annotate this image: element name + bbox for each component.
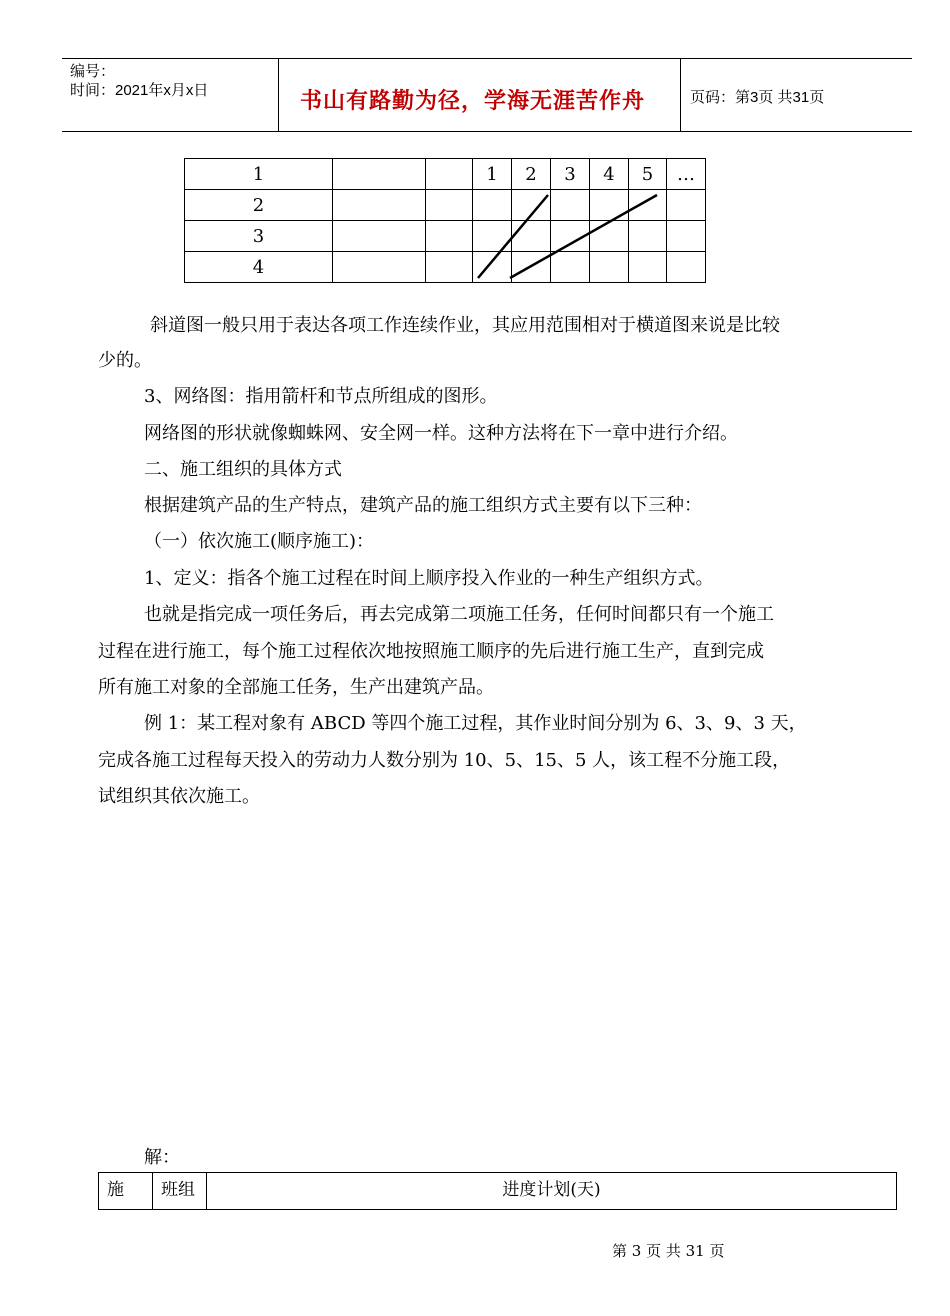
paragraph-line: 所有施工对象的全部施工任务，生产出建筑产品。 xyxy=(98,677,494,698)
table-cell xyxy=(551,221,590,252)
table-cell: 3 xyxy=(185,221,333,252)
paragraph-line: 例 1：某工程对象有 ABCD 等四个施工过程，其作业时间分别为 6、3、9、3 天， xyxy=(144,713,807,734)
header-page-info: 页码：第3页 共31页 xyxy=(690,89,825,106)
table-header-schedule: 进度计划(天) xyxy=(207,1173,897,1210)
progress-plan-table xyxy=(98,1172,897,1210)
header-divider xyxy=(680,59,681,131)
table-cell xyxy=(551,252,590,283)
table-cell: … xyxy=(667,159,706,190)
paragraph-line: 3、网络图：指用箭杆和节点所组成的图形。 xyxy=(144,386,498,407)
table-cell xyxy=(512,221,551,252)
paragraph-line: 也就是指完成一项任务后，再去完成第二项施工任务，任何时间都只有一个施工 xyxy=(144,604,774,625)
table-row xyxy=(185,221,706,252)
table-cell xyxy=(426,221,473,252)
table-cell: 5 xyxy=(629,159,667,190)
paragraph-line: 过程在进行施工，每个施工过程依次地按照施工顺序的先后进行施工生产，直到完成 xyxy=(98,641,764,662)
header-motto: 书山有路勤为径，学海无涯苦作舟 xyxy=(300,88,646,114)
table-cell xyxy=(473,190,512,221)
table-cell xyxy=(333,221,426,252)
table-cell: 1 xyxy=(473,159,512,190)
header-divider xyxy=(278,59,279,131)
table-cell xyxy=(426,252,473,283)
table-cell xyxy=(629,221,667,252)
table-row xyxy=(185,252,706,283)
table-cell: 3 xyxy=(551,159,590,190)
table-row xyxy=(185,159,706,190)
table-header-process: 施 xyxy=(99,1173,153,1210)
table-cell xyxy=(667,252,706,283)
table-cell xyxy=(551,190,590,221)
table-cell xyxy=(473,252,512,283)
section-heading: 二、施工组织的具体方式 xyxy=(144,459,342,480)
paragraph-line: 少的。 xyxy=(98,350,152,371)
paragraph-line: 试组织其依次施工。 xyxy=(98,786,260,807)
paragraph-line: 根据建筑产品的生产特点，建筑产品的施工组织方式主要有以下三种： xyxy=(144,495,702,516)
table-cell: 2 xyxy=(185,190,333,221)
table-cell: 2 xyxy=(512,159,551,190)
paragraph-line: 网络图的形状就像蜘蛛网、安全网一样。这种方法将在下一章中进行介绍。 xyxy=(144,423,738,444)
table-cell: 4 xyxy=(185,252,333,283)
table-cell xyxy=(667,221,706,252)
table-cell xyxy=(426,159,473,190)
table-cell xyxy=(333,252,426,283)
table-cell xyxy=(512,252,551,283)
paragraph-line: 1、定义：指各个施工过程在时间上顺序投入作业的一种生产组织方式。 xyxy=(144,568,714,589)
paragraph-line: 完成各施工过程每天投入的劳动力人数分别为 10、5、15、5 人，该工程不分施工段， xyxy=(98,750,791,771)
paragraph-line: 斜道图一般只用于表达各项工作连续作业，其应用范围相对于横道图来说是比较 xyxy=(150,315,780,336)
table-cell xyxy=(333,190,426,221)
table-cell xyxy=(629,190,667,221)
solution-label: 解： xyxy=(144,1147,180,1168)
diagonal-schedule-table xyxy=(184,158,706,283)
header-meta xyxy=(70,62,208,100)
table-cell xyxy=(667,190,706,221)
table-cell xyxy=(426,190,473,221)
table-header-team: 班组 xyxy=(153,1173,207,1210)
table-cell xyxy=(473,221,512,252)
table-cell xyxy=(629,252,667,283)
code-label: 编号： xyxy=(70,63,116,80)
time-label: 时间：2021年x月x日 xyxy=(70,82,209,99)
table-cell xyxy=(590,252,629,283)
subsection-heading: （一）依次施工(顺序施工)： xyxy=(144,531,375,552)
table-row xyxy=(185,190,706,221)
table-cell: 4 xyxy=(590,159,629,190)
table-cell xyxy=(590,221,629,252)
table-cell xyxy=(590,190,629,221)
table-cell xyxy=(333,159,426,190)
page-footer: 第 3 页 共 31 页 xyxy=(612,1242,725,1260)
table-cell xyxy=(512,190,551,221)
table-cell: 1 xyxy=(185,159,333,190)
